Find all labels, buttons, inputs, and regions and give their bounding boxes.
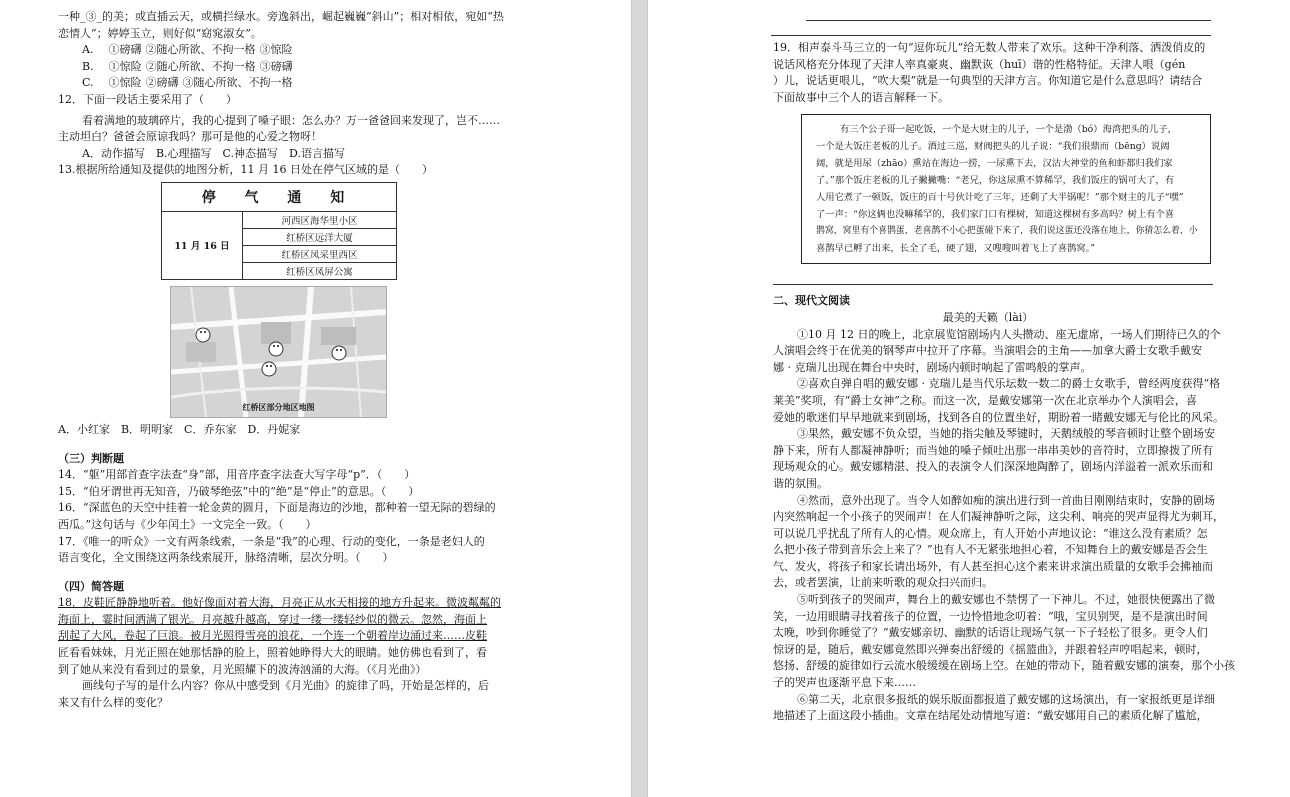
article-line: 莱美”奖项，有“爵士女神”之称。而这一次，是戴安娜第一次在北京举办个人演唱会，喜: [773, 393, 1197, 407]
question-16: 16．“深蓝色的天空中挂着一轮金黄的圆月，下面是海边的沙地，都种着一望无际的碧绿的: [58, 501, 496, 515]
article-line: 悠扬、舒缓的旋律如行云流水般缓缓在剧场上空。在她的带动下，随着戴安娜的演奏，那个小孩: [773, 659, 1235, 673]
story-line: 了。”那个饭庄老板的儿子撇撇嘴：“老兄，你这尿熏不算稀罕，我们饭庄的锅可大了，有: [816, 175, 1175, 187]
article-line: 气、发火，将孩子和家长请出场外，有人甚至担心这个素来讲求演出质量的女歌手会拂袖而: [773, 559, 1213, 573]
option-row: C. ①惊险 ②磅礴 ③随心所欲、不拘一格: [82, 76, 293, 90]
text-line: 语言变化，全文围绕这两条线索展开，脉络清晰，层次分明。（ ）: [58, 551, 394, 565]
story-box: [801, 114, 1211, 264]
section-2-title: 二、现代文阅读: [773, 294, 850, 308]
question-17: 17．《唯一的听众》一文有两条线索，一条是“我”的心理、行动的变化，一条是老妇人的: [58, 534, 485, 548]
article-line: 现场观众的心。戴安娜精湛、投入的表演令人们深深地陶醉了，剧场内洋溢着一派欢乐而和: [773, 460, 1213, 474]
outage-notice-table: [161, 182, 397, 280]
map-drawing: [171, 287, 386, 417]
story-line: 有三个公子哥一起吃饭，一个是大财主的儿子，一个是渤（bó）海湾把头的儿子，: [840, 124, 1177, 136]
text-line: 刮起了大风，卷起了巨浪。被月光照得雪亮的浪花，一个连一个朝着岸边涌过来……皮鞋: [58, 629, 487, 643]
document-page-right[interactable]: [648, 0, 1290, 797]
story-line: 一个是大饭庄老板的儿子。酒过三巡，财阀把头的儿子说：“我们很鼎而（bēng）说阔: [816, 141, 1170, 153]
text-line: 主动坦白？爸爸会原谅我吗？那可是他的心爱之物呀！: [58, 130, 322, 144]
notice-item: 红桥区远洋大厦: [243, 228, 397, 245]
text-line: 画线句子写的是什么内容？你从中感受到《月光曲》的旋律了吗，开始是怎样的，后: [82, 679, 489, 693]
question-14: 14．“躯”用部首查字法查“身”部，用音序查字法查大写字母“p”．（ ）: [58, 468, 416, 482]
article-line: ①10 月 12 日的晚上，北京展览馆剧场内人头攒动、座无虚席，一场人们期待已久的个: [797, 327, 1221, 341]
notice-title: 停 气 通 知: [162, 182, 397, 211]
question-18: 18．皮鞋匠静静地听着。他好像面对着大海，月亮正从水天相接的地方升起来。微波粼粼的: [58, 596, 501, 610]
article-line: 可以说几乎扰乱了所有人的心情。观众席上，有人开始小声地议论：“谁这么没有素质？怎: [773, 526, 1208, 540]
text-line: 一种_③_的美；或直插云天，或横拦绿水。旁逸斜出，崛起巍巍“斜山”；相对相依，宛如“热: [58, 10, 504, 23]
section-4-title: （四）简答题: [58, 579, 124, 593]
option-row: B. ①惊险 ②随心所欲、不拘一格 ③磅礴: [82, 59, 293, 73]
article-line: 去，或者罢演，让前来听歌的观众扫兴而归。: [773, 576, 993, 590]
article-line: ⑤听到孩子的哭闹声，舞台上的戴安娜也不禁愣了一下神儿。不过，她很快便露出了微: [797, 593, 1215, 607]
notice-date: 11 月 16 日: [162, 211, 243, 279]
page-gap: [631, 0, 648, 797]
article-line: ④然而，意外出现了。当令人如醉如痴的演出进行到一首曲目刚刚结束时，安静的剧场: [797, 493, 1215, 507]
article-line: 笑，一边用眼睛寻找着孩子的位置，一边怜惜地念叨着：“哦，宝贝别哭，是不是演出时间: [773, 609, 1208, 623]
text-line: 海面上，霎时间洒满了银光。月亮越升越高，穿过一缕一缕轻纱似的微云。忽然，海面上: [58, 612, 487, 626]
article-line: 爱她的歌迷们早早地就来到剧场，找到各自的位置坐好，期盼着一睹戴安娜无与伦比的风采。: [773, 410, 1224, 424]
q11-options: [58, 42, 631, 92]
question-13: 13.根据所给通知及提供的地图分析，11 月 16 日处在停气区域的是（ ）: [58, 163, 433, 177]
notice-item: 红桥区凤采里西区: [243, 245, 397, 262]
article-line: ③果然，戴安娜不负众望，当她的指尖触及琴键时，天鹅绒般的琴音顿时让整个剧场安: [797, 427, 1215, 441]
article-line: 娜 · 克瑞儿出现在舞台中央时，剧场内顿时响起了雷鸣般的掌声。: [773, 360, 1092, 374]
article-line: 么把小孩子带到音乐会上来了？”也有人不无紧张地担心着，不知舞台上的戴安娜是否会生: [773, 543, 1208, 557]
question-19: 19．相声泰斗马三立的一句“逗你玩儿”给无数人带来了欢乐。这种干净利落、洒泼俏皮的: [773, 41, 1206, 54]
text-line: 西瓜。”这句话与《少年闰土》一文完全一致。（ ）: [58, 517, 317, 531]
article-line: 人演唱会终于在优美的钢琴声中拉开了序幕。当演唱会的主角——加拿大爵士女歌手戴安: [773, 344, 1202, 358]
article-line: 内突然响起一个小孩子的哭闹声！在人们凝神静听之际，这尖利、响亮的哭声显得尤为刺耳，: [773, 510, 1224, 524]
story-line: 人用它煮了一顿饭，饭庄的百十号伙计吃了三年，还剩了大半锅呢！”那个财主的儿子“嘿”: [816, 192, 1184, 204]
article-line: 太晚，吵到你睡觉了？”戴安娜亲切、幽默的话语让现场气氛一下子轻松了很多。更令人们: [773, 626, 1208, 640]
text-line: 下面故事中三个人的语言解释一下。: [773, 90, 949, 104]
answer-line: [806, 20, 1211, 21]
text-line: 说话风格充分体现了天津人率真豪爽、幽默诙（huī）谐的性格特征。天津人哏（gén: [773, 57, 1186, 71]
text-line: 恋情人”；婷婷玉立，则好似“窈窕淑女”。: [58, 26, 262, 40]
section-3-title: （三）判断题: [58, 451, 124, 465]
question-15: 15．“伯牙谓世再无知音，乃破琴绝弦”中的“绝”是“停止”的意思。（ ）: [58, 484, 420, 498]
notice-item: 河西区海华里小区: [243, 211, 397, 228]
text-line: 匠看看妹妹，月光正照在她那恬静的脸上，照着她睁得大大的眼睛。她仿佛也看到了，看: [58, 646, 487, 660]
article-title: 最美的天籁（lài）: [942, 310, 1034, 324]
story-line: 喜鹊早已孵了出来，长全了毛，硬了翅，又嗖嗖叫着飞上了喜鹊窝。”: [816, 243, 1096, 255]
story-line: 鹊窝，窝里有个喜鹊蛋，老喜鹊不小心把蛋碰下来了，我们说这蛋还没落在地上，你猜怎么着，小: [816, 226, 1198, 237]
notice-item: 红桥区凤屏公寓: [243, 262, 397, 279]
article-line: 惊讶的是，随后，戴安娜竟然即兴弹奏出舒缓的《摇篮曲》，并跟着轻声哼唱起来，顿时，: [773, 642, 1208, 656]
q13-options: A．小红家 B．明明家 C．乔东家 D．丹妮家: [58, 422, 301, 436]
option-row: A. ①磅礴 ②随心所欲、不拘一格 ③惊险: [82, 43, 293, 57]
article-line: 静下来，所有人都凝神静听；而当她的嗓子倾吐出那一串串美妙的音符时，立即撩拨了所有: [773, 443, 1213, 457]
text-line: 看着满地的玻璃碎片，我的心提到了嗓子眼：怎么办？万一爸爸回来发现了，岂不……: [82, 113, 500, 127]
story-line: 阔，就是用尿（zhāo）熏站在海边一捞，一尿熏下去，汉沽大神堂的鱼和虾都归我们家: [816, 158, 1173, 170]
article-body: [773, 327, 1290, 725]
answer-line: [773, 284, 1213, 285]
article-line: 地描述了上面这段小插曲。文章在结尾处动情地写道：“戴安娜用自己的素质化解了尴尬，: [773, 709, 1208, 723]
story-line: 了一声：“你这俩也没嘛稀罕的，我们家门口有棵树，知道这棵树有多高吗？树上有个喜: [816, 209, 1175, 221]
article-line: 谐的氛围。: [773, 476, 828, 490]
article-line: 子的哭声也逐渐平息下来……: [773, 676, 916, 690]
map-caption: 红桥区部分地区地图: [242, 401, 315, 412]
text-line: ）儿，说话更哏儿，“吹大梨”就是一句典型的天津方言。你知道它是什么意思吗？请结合: [773, 74, 1203, 88]
text-line: 到了她从来没有看到过的景象，月光照耀下的波涛汹涌的大海。（《月光曲》）: [58, 662, 427, 676]
article-line: ⑥第二天，北京很多报纸的娱乐版面都报道了戴安娜的这场演出，有一家报纸更是详细: [797, 692, 1215, 706]
district-map-image: [170, 286, 387, 418]
q12-options: A．动作描写 B.心理描写 C.神态描写 D.语言描写: [82, 146, 345, 160]
text-line: 来又有什么样的变化？: [58, 695, 168, 709]
document-page-left[interactable]: [0, 0, 631, 797]
article-line: ②喜欢自弹自唱的戴安娜 · 克瑞儿是当代乐坛数一数二的爵士女歌手，曾经两度获得“格: [797, 377, 1221, 391]
question-12: 12．下面一段话主要采用了（ ）: [58, 92, 237, 106]
